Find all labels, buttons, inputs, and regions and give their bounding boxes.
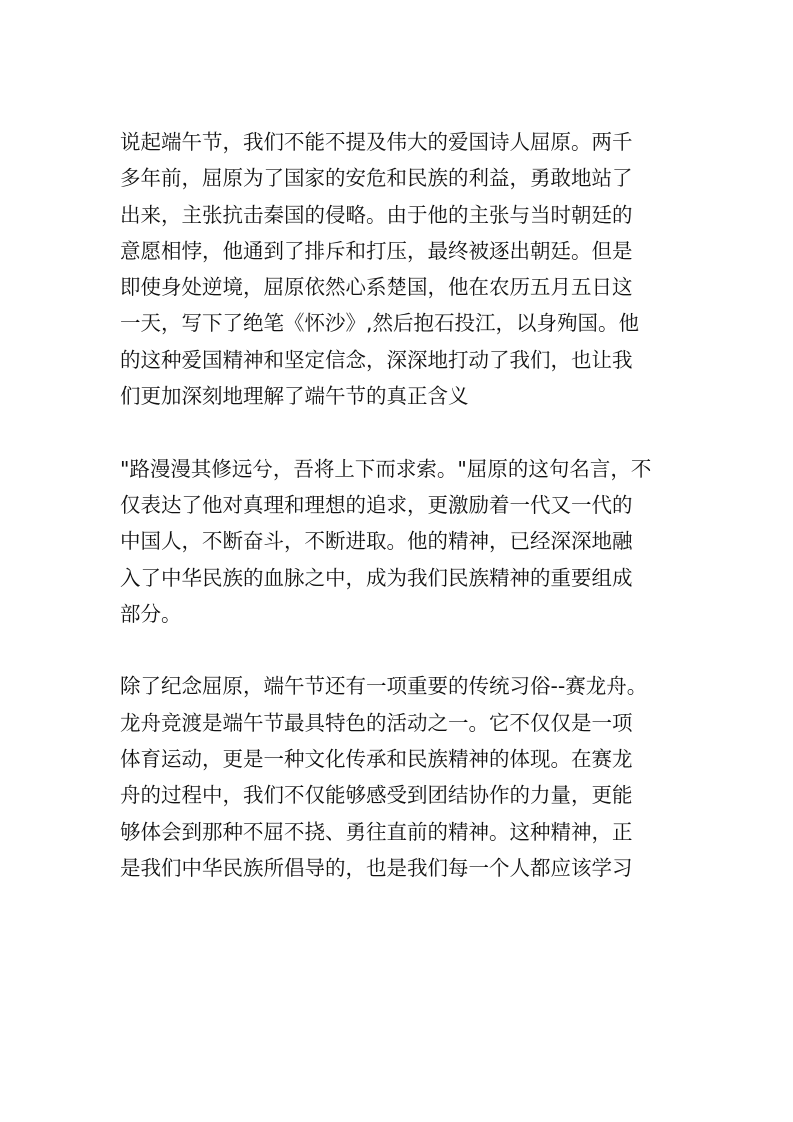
paragraph-quyuan-intro [120,124,675,414]
text-line: 一天，写下了绝笔《怀沙》,然后抱石投江，以身殉国。他 [120,311,640,336]
text-line: 是我们中华民族所倡导的，也是我们每一个人都应该学习 [120,855,633,880]
paragraph-spacer [120,632,675,668]
text-line: 除了纪念屈原，端午节还有一项重要的传统习俗--赛龙舟。 [120,674,648,699]
text-line: 即使身处逆境，屈原依然心系楚国，他在农历五月五日这 [120,275,633,300]
text-line: 说起端午节，我们不能不提及伟大的爱国诗人屈原。两千 [120,130,633,154]
text-line: 中国人，不断奋斗，不断进取。他的精神，已经深深地融 [120,529,633,554]
text-line: "路漫漫其修远兮，吾将上下而求索。"屈原的这句名言，不 [120,456,652,481]
paragraph-dragon-boat [120,668,675,886]
text-line: 多年前，屈原为了国家的安危和民族的利益，勇敢地站了 [120,166,633,191]
text-line: 仅表达了他对真理和理想的追求，更激励着一代又一代的 [120,492,633,517]
text-line: 意愿相悖，他通到了排斥和打压，最终被逐出朝廷。但是 [120,238,633,263]
text-line: 龙舟竞渡是端午节最具特色的活动之一。它不仅仅是一项 [120,710,633,735]
text-line: 出来，主张抗击秦国的侵略。由于他的主张与当时朝廷的 [120,202,633,227]
paragraph-spacer [120,414,675,450]
text-line: 体育运动，更是一种文化传承和民族精神的体现。在赛龙 [120,747,633,772]
paragraph-famous-quote [120,451,675,632]
text-line: 够体会到那种不屈不挠、勇往直前的精神。这种精神，正 [120,819,633,844]
document-body [120,124,675,886]
text-line: 入了中华民族的血脉之中，成为我们民族精神的重要组成 [120,565,633,590]
text-line: 舟的过程中，我们不仅能够感受到团结协作的力量，更能 [120,783,633,808]
text-line: 们更加深刻地理解了端午节的真正含义 [120,384,469,409]
text-line: 部分。 [120,601,182,626]
text-line: 的这种爱国精神和坚定信念，深深地打动了我们，也让我 [120,347,633,372]
